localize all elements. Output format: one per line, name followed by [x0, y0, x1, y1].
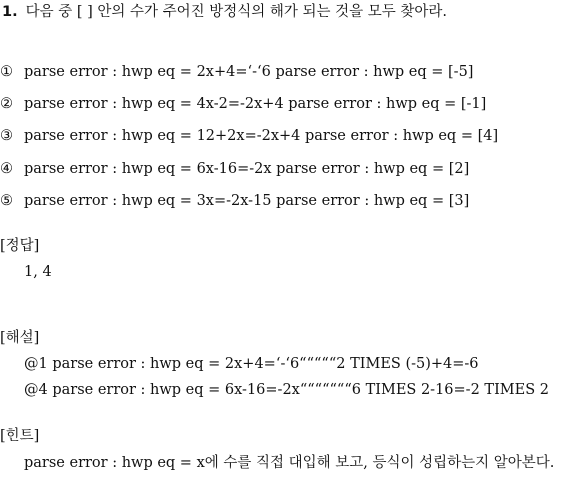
option-4	[0, 159, 469, 179]
answer-heading: [정답]	[0, 238, 40, 254]
option-3-text: parse error : hwp eq = 12+2x=-2x+4 parse error : hwp eq = [4]	[24, 128, 499, 144]
answer-value: 1, 4	[24, 264, 52, 280]
option-3-mark: ③	[0, 128, 13, 144]
option-2-mark: ②	[0, 96, 13, 112]
option-1-text: parse error : hwp eq = 2x+4=‘-‘6 parse error : hwp eq = [-5]	[24, 64, 474, 80]
option-4-text: parse error : hwp eq = 6x-16=-2x parse error : hwp eq = [2]	[24, 161, 470, 177]
option-5	[0, 191, 469, 211]
question-line	[2, 2, 447, 22]
option-5-mark: ⑤	[0, 193, 13, 209]
option-3	[0, 126, 498, 146]
option-1	[0, 62, 473, 82]
hint-text: parse error : hwp eq = x에 수를 직접 대입해 보고, 등식이 성립하는지 알아본다.	[24, 455, 555, 471]
explanation-line-1: @1 parse error : hwp eq = 2x+4=‘-‘6“““““2 TIMES (-5)+4=-6	[24, 356, 479, 372]
option-2	[0, 94, 486, 114]
option-1-mark: ①	[0, 64, 13, 80]
explanation-heading: [해설]	[0, 330, 40, 346]
hint-heading: [힌트]	[0, 428, 40, 444]
option-4-mark: ④	[0, 161, 13, 177]
option-2-text: parse error : hwp eq = 4x-2=-2x+4 parse error : hwp eq = [-1]	[24, 96, 487, 112]
explanation-line-2: @4 parse error : hwp eq = 6x-16=-2x“““““““6 TIMES 2-16=-2 TIMES 2	[24, 382, 550, 398]
option-5-text: parse error : hwp eq = 3x=-2x-15 parse error : hwp eq = [3]	[24, 193, 470, 209]
question-number: 1.	[2, 4, 18, 20]
question-text: 다음 중 [ ] 안의 수가 주어진 방정식의 해가 되는 것을 모두 찾아라.	[25, 4, 448, 20]
